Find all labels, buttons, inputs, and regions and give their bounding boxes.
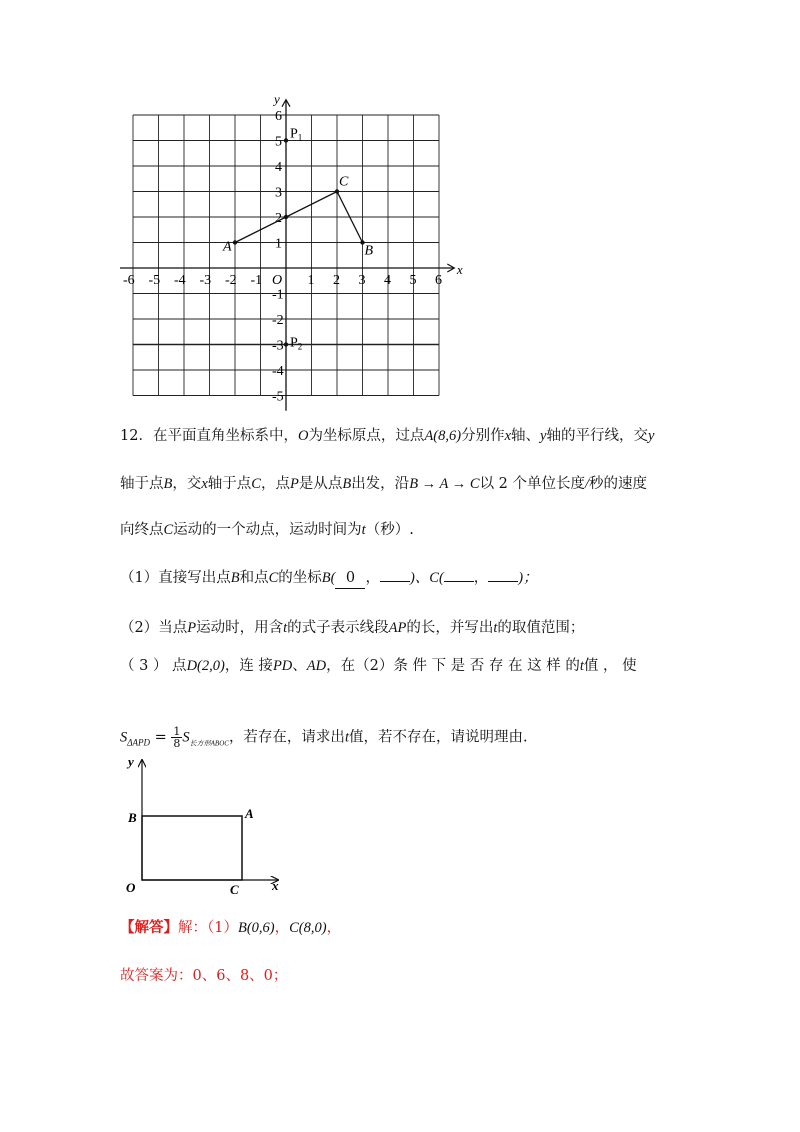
text: 运动的一个动点，运动时间为: [173, 522, 362, 538]
math-sub: 长方形ABOC: [189, 739, 229, 748]
math-D: D(2,0): [186, 658, 225, 674]
math-eq: =: [150, 729, 172, 746]
math-C: C: [268, 570, 279, 586]
text: （秒）.: [365, 522, 414, 538]
y-tick-label: 1: [275, 236, 282, 252]
math-PD: PD: [272, 658, 293, 674]
text: 轴于点: [120, 476, 164, 492]
answer-line-1: [120, 918, 341, 938]
point-p2: [284, 342, 288, 346]
point-label-b: B: [364, 243, 374, 259]
x-tick-label: -2: [225, 273, 237, 288]
y-tick-label: 6: [275, 109, 282, 124]
math-O: O: [297, 428, 309, 444]
x-tick-label: 2: [333, 273, 340, 288]
text: 向终点: [120, 522, 164, 538]
math-C: C: [251, 476, 261, 492]
x-tick-label: -5: [148, 273, 161, 288]
blank-2: [380, 581, 410, 582]
text: 和点: [239, 570, 269, 586]
x-tick-label: -3: [199, 273, 212, 288]
math-t: t: [361, 522, 366, 538]
text: 的长，并写出: [406, 620, 494, 636]
label-B: B: [128, 810, 137, 825]
math-B: B: [230, 570, 240, 586]
point-label-subscript: 2: [297, 341, 303, 352]
point-c: [335, 189, 339, 193]
math-B: B: [342, 476, 352, 492]
math-close: )、: [409, 570, 430, 586]
math-t: t: [283, 620, 288, 636]
math-t: t: [493, 620, 498, 636]
text: 的坐标: [278, 570, 322, 586]
math-B-open: B(: [321, 570, 336, 586]
x-tick-label: 6: [435, 273, 442, 288]
math-t: t: [579, 658, 584, 674]
text: ，交: [172, 476, 202, 492]
question-2: [120, 618, 584, 638]
math-y: y: [540, 428, 547, 444]
math-P: P: [187, 620, 197, 636]
rectangle-figure: [122, 754, 292, 898]
y-tick-label: -4: [272, 364, 284, 379]
text: 故答案为：0、6、8、0；: [120, 968, 288, 984]
text: 值，若不存在，请说明理由.: [348, 729, 528, 746]
math-AP: AP: [388, 620, 407, 636]
y-tick-label: -2: [272, 313, 284, 328]
blank-1: 0: [335, 568, 365, 589]
y-axis-label: y: [274, 92, 280, 107]
x-tick-label: -1: [250, 273, 263, 288]
math-B: B: [163, 476, 173, 492]
math-S: S: [182, 729, 190, 746]
point-label-c: C: [339, 174, 349, 190]
math-B06: B(0,6): [237, 920, 275, 936]
coordinate-grid-figure: [120, 92, 470, 412]
text: ，连 接: [224, 658, 273, 674]
text: （ 3 ） 点: [120, 658, 187, 674]
text: ，: [365, 570, 380, 586]
fraction-denominator: 8: [173, 737, 181, 750]
math-end: )；: [518, 570, 538, 586]
math-y: y: [647, 428, 655, 444]
point-label-p1: $P_1$: [290, 126, 303, 143]
text: 轴的平行线，交: [546, 428, 648, 444]
fraction: [171, 726, 182, 749]
text: 值 ， 使: [583, 658, 637, 674]
label-x: x: [272, 878, 279, 893]
math-sub: ΔAPD: [127, 737, 151, 748]
question-3: [120, 656, 637, 676]
text: 运动时，用含: [196, 620, 284, 636]
point-label-a: A: [223, 239, 232, 255]
origin-label: O: [272, 273, 283, 288]
x-tick-label: 4: [384, 273, 391, 288]
blank-4: [488, 581, 518, 582]
text: （1）直接写出点: [120, 570, 231, 586]
y-tick-label: -3: [272, 338, 284, 354]
rectangle-abco: [142, 816, 242, 880]
text: 的式子表示线段: [287, 620, 389, 636]
text: ，: [473, 570, 489, 586]
fraction-numerator: 1: [173, 725, 181, 738]
label-y: y: [128, 754, 134, 769]
math-C-open: C(: [429, 570, 444, 586]
text: 为坐标原点，过点: [308, 428, 425, 444]
math-slash: /: [585, 476, 590, 492]
math-x: x: [504, 428, 512, 444]
text: 、: [292, 658, 307, 674]
math-A: A(8,6): [424, 428, 462, 444]
y-tick-label: 3: [275, 185, 282, 201]
x-tick-label: 5: [409, 273, 417, 288]
blank-3: [444, 581, 474, 582]
problem-line-3: [120, 520, 414, 540]
text: 以 2 个单位长度: [479, 476, 586, 492]
text: ，在（2）条 件 下 是 否 存 在 这 样 的: [326, 658, 580, 674]
math-t: t: [344, 729, 349, 746]
problem-line-1: [120, 426, 654, 446]
text: ，若存在，请求出: [228, 729, 345, 746]
text: 的取值范围；: [497, 620, 585, 636]
axes: [120, 100, 454, 411]
point-label-p2: $P_2$: [290, 335, 303, 352]
problem-number: 12．: [120, 428, 153, 444]
text: （2）当点: [120, 620, 188, 636]
text: ，点: [260, 476, 290, 492]
x-tick-label: -4: [174, 273, 186, 288]
point-a: [233, 240, 237, 244]
text: 解：（1）: [178, 920, 238, 936]
text: ，: [326, 920, 342, 936]
x-tick-label: -6: [123, 273, 135, 288]
point-label-subscript: 1: [297, 132, 303, 143]
math-C80: C(8,0): [289, 920, 327, 936]
math-x: x: [201, 476, 208, 492]
y-tick-label: -5: [272, 389, 284, 405]
label-A: A: [245, 806, 254, 821]
point-labels: [222, 127, 374, 352]
x-tick-label: 1: [307, 273, 315, 288]
point-p1: [284, 138, 288, 142]
y-tick-label: 4: [275, 160, 282, 175]
answer-tag: 【解答】: [120, 919, 178, 936]
math-AD: AD: [306, 658, 327, 674]
y-tick-label: 2: [275, 211, 282, 226]
math-path: B → A → C: [409, 476, 480, 492]
label-O: O: [126, 880, 136, 895]
x-tick-label: 3: [358, 273, 366, 288]
area-condition-line: [120, 726, 528, 753]
point-on-y-axis: [284, 215, 288, 219]
question-1: [120, 568, 538, 589]
math-P: P: [289, 476, 299, 492]
text: ，: [274, 920, 290, 936]
text: 秒的速度: [589, 476, 648, 492]
text: 轴于点: [207, 476, 252, 492]
label-C: C: [230, 882, 239, 897]
answer-line-2: [120, 966, 287, 986]
y-tick-label: -1: [272, 287, 284, 303]
y-tick-label: 5: [275, 134, 282, 150]
problem-line-2: [120, 474, 647, 494]
math-S: S: [120, 729, 128, 746]
text: 是从点: [298, 476, 343, 492]
math-C: C: [163, 522, 174, 538]
text: 轴、: [511, 428, 541, 444]
text: 分别作: [461, 428, 505, 444]
x-axis-label: x: [456, 262, 463, 277]
text: 在平面直角坐标系中，: [152, 428, 298, 444]
text: 出发，沿: [351, 476, 410, 492]
